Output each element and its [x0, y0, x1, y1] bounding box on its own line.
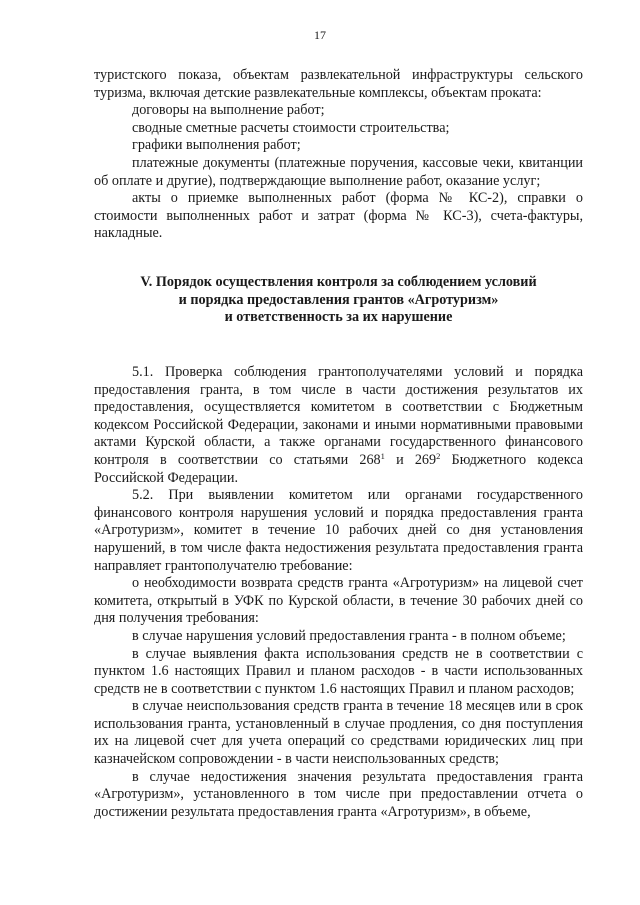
- list-item-acceptance-acts: акты о приемке выполненных работ (форма № КС-2), справки о стоимости выполненных работ и затрат (форма № КС-3), счета-фактуры, накладные.: [94, 190, 583, 242]
- section-heading-line: и порядка предоставления грантов «Агротуризм»: [178, 291, 499, 308]
- section-heading-line: и ответственность за их нарушение: [224, 309, 453, 326]
- paragraph-5-2: 5.2. При выявлении комитетом или органами государственного финансового контроля нарушения условий и порядка предоставления гранта «Агротуризм», комитет в течение 10 рабочих дней со дня установления нарушений, в том числе факта недостижения результата предоставления гранта направляет грантополучателю требование:: [94, 487, 583, 574]
- superscript: 2: [436, 450, 441, 461]
- text-run: Бюджетного кодекса Российской Федерации.: [94, 451, 584, 486]
- paragraph-case-misuse: в случае выявления факта использования средств не в соответствии с пунктом 1.6 настоящих Правил и планом расходов - в части использованных средств не в соответствии с пунктом 1.6 настоящих Правил и планом расходов;: [94, 645, 583, 697]
- list-item-contracts: договоры на выполнение работ;: [132, 102, 325, 119]
- section-text-block: [94, 364, 583, 821]
- text-run: и 269: [384, 451, 437, 468]
- intro-text-block: [94, 67, 583, 243]
- section-heading-line: V. Порядок осуществления контроля за соблюдением условий: [140, 274, 537, 290]
- section-heading: [94, 274, 583, 327]
- paragraph: туристского показа, объектам развлекательной инфраструктуры сельского туризма, включая детские развлекательные комплексы, объектам проката:: [94, 67, 583, 101]
- list-item-estimates: сводные сметные расчеты стоимости строительства;: [132, 119, 450, 136]
- superscript: 1: [380, 450, 385, 461]
- paragraph-case-unused: в случае неиспользования средств гранта в течение 18 месяцев или в срок использования гранта, установленный в случае продления, со дня поступления их на лицевой счет для учета операций со средствами юридических лиц при казначейском сопровождении - в части неиспользованных средств;: [94, 698, 583, 768]
- paragraph-case-not-achieved: в случае недостижения значения результата предоставления гранта «Агротуризм», установленного в том числе при предоставлении отчета о достижении результата предоставления гранта «Агротуризм», в объеме,: [94, 768, 583, 820]
- page-number: 17: [314, 28, 326, 42]
- text-run: 5.1. Проверка соблюдения грантополучателями условий и порядка предоставления гранта, в том числе в части достижения результатов их предоставления, осуществляется комитетом в соответствии с Бюджетным кодексом Российской Федерации, законами и иными нормативными правовыми актами Курской области, а также органами государственного финансового контроля в соответствии со статьями 268: [94, 364, 583, 468]
- list-item-schedules: графики выполнения работ;: [132, 137, 301, 154]
- paragraph-5-1: [94, 364, 583, 487]
- paragraph-case-violation: в случае нарушения условий предоставления гранта - в полном объеме;: [132, 627, 566, 644]
- paragraph-refund-requirement: о необходимости возврата средств гранта «Агротуризм» на лицевой счет комитета, открытый в УФК по Курской области, в течение 30 рабочих дней со дня получения требования:: [94, 575, 583, 627]
- list-item-payment-documents: платежные документы (платежные поручения, кассовые чеки, квитанции об оплате и другие), подтверждающие выполнение работ, оказание услуг;: [94, 154, 583, 189]
